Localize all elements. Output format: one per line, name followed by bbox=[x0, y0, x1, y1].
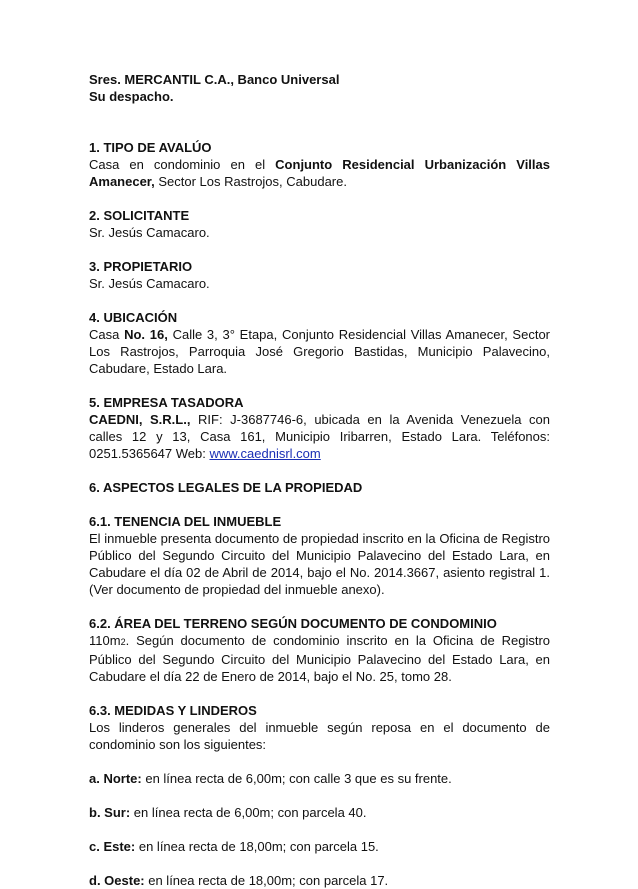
section-1-heading: 1. TIPO DE AVALÚO bbox=[89, 140, 212, 155]
addressee-line-1: Sres. MERCANTIL C.A., Banco Universal bbox=[89, 72, 340, 87]
section-1-text: Casa en condominio en el Conjunto Residencial Urbanización Villas Amanecer, Sector Los Rastrojos, Cabudare. bbox=[89, 157, 550, 189]
company-website-link[interactable]: www.caednisrl.com bbox=[209, 446, 321, 461]
boundary-south: b. Sur: en línea recta de 6,00m; con parcela 40. bbox=[89, 805, 367, 820]
section-5-text: CAEDNI, S.R.L., RIF: J-3687746-6, ubicada en la Avenida Venezuela con calles 12 y 13, Casa 161, Municipio Iribarren, Estado Lara. Teléfonos: 0251.5365647 Web: www.caednisrl.com bbox=[89, 412, 550, 461]
boundary-north: a. Norte: en línea recta de 6,00m; con calle 3 que es su frente. bbox=[89, 771, 452, 786]
section-6-1-text: El inmueble presenta documento de propiedad inscrito en la Oficina de Registro Público del Segundo Circuito del Municipio Palavecino del Estado Lara, en Cabudare el día 02 de Abril de 2014, bajo el No. 2014.3667, asiento registral 1. (Ver documento de propiedad del inmueble anexo). bbox=[89, 531, 550, 597]
section-5-heading: 5. EMPRESA TASADORA bbox=[89, 395, 244, 410]
section-6-2-heading: 6.2. ÁREA DEL TERRENO SEGÚN DOCUMENTO DE CONDOMINIO bbox=[89, 616, 497, 631]
section-3-text: Sr. Jesús Camacaro. bbox=[89, 276, 210, 291]
document-page bbox=[89, 71, 550, 889]
section-3-heading: 3. PROPIETARIO bbox=[89, 259, 193, 274]
boundary-east: c. Este: en línea recta de 18,00m; con parcela 15. bbox=[89, 839, 379, 854]
section-2-heading: 2. SOLICITANTE bbox=[89, 208, 190, 223]
section-4-heading: 4. UBICACIÓN bbox=[89, 310, 178, 325]
boundary-west: d. Oeste: en línea recta de 18,00m; con parcela 17. bbox=[89, 873, 389, 888]
section-6-1-heading: 6.1. TENENCIA DEL INMUEBLE bbox=[89, 514, 282, 529]
addressee-line-2: Su despacho. bbox=[89, 89, 174, 104]
section-2-text: Sr. Jesús Camacaro. bbox=[89, 225, 210, 240]
section-6-2-text: 110m2. Según documento de condominio inscrito en la Oficina de Registro Público del Segundo Circuito del Municipio Palavecino del Estado Lara, en Cabudare el día 22 de Enero de 2014, bajo el No. 25, tomo 28. bbox=[89, 633, 550, 684]
section-6-3-heading: 6.3. MEDIDAS Y LINDEROS bbox=[89, 703, 257, 718]
section-6-heading: 6. ASPECTOS LEGALES DE LA PROPIEDAD bbox=[89, 480, 363, 495]
section-4-text: Casa No. 16, Calle 3, 3° Etapa, Conjunto Residencial Villas Amanecer, Sector Los Rastrojos, Parroquia José Gregorio Bastidas, Municipio Palavecino, Cabudare, Estado Lara. bbox=[89, 327, 550, 376]
section-6-3-text: Los linderos generales del inmueble según reposa en el documento de condominio son los siguientes: bbox=[89, 720, 550, 752]
